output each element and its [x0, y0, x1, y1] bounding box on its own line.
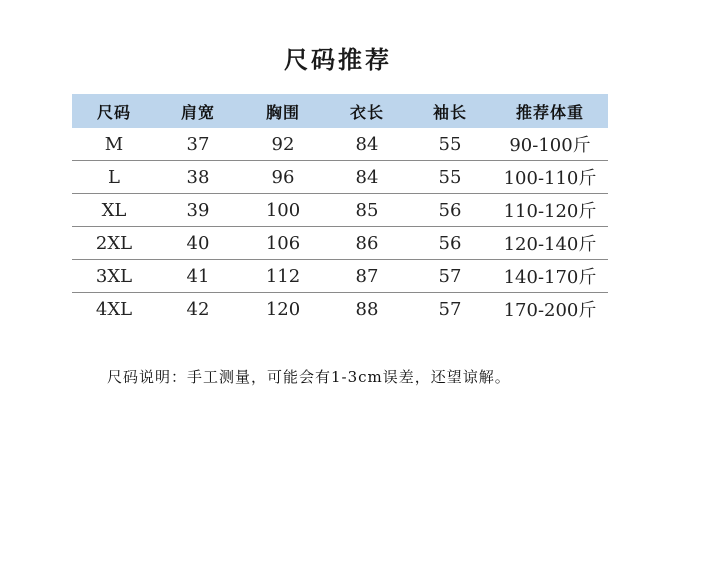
cell-sleeve-length: 56	[408, 227, 492, 260]
cell-chest: 96	[240, 161, 326, 194]
cell-size: 2XL	[72, 227, 156, 260]
cell-length: 84	[326, 161, 408, 194]
cell-shoulder-width: 38	[156, 161, 240, 194]
table-row	[72, 161, 608, 194]
table-row	[72, 194, 608, 227]
cell-sleeve-length: 57	[408, 293, 492, 326]
header-shoulder-width: 肩宽	[156, 94, 240, 128]
cell-shoulder-width: 37	[186, 133, 210, 155]
header-recommended-weight: 推荐体重	[492, 94, 608, 128]
cell-shoulder-width: 41	[156, 260, 240, 293]
cell-chest: 92	[271, 133, 295, 155]
cell-chest: 106	[240, 227, 326, 260]
cell-shoulder-width: 39	[156, 194, 240, 227]
header-sleeve-length: 袖长	[408, 94, 492, 128]
cell-sleeve-length: 57	[408, 260, 492, 293]
cell-recommended-weight: 100-110斤	[492, 161, 608, 194]
cell-sleeve-length: 56	[408, 194, 492, 227]
cell-size: 3XL	[72, 260, 156, 293]
table-row	[72, 293, 608, 326]
cell-size: L	[72, 161, 156, 194]
cell-length: 84	[355, 133, 379, 155]
cell-shoulder-width: 42	[156, 293, 240, 326]
table-row	[72, 128, 608, 161]
size-chart-table	[72, 94, 608, 325]
cell-size: XL	[72, 194, 156, 227]
cell-length: 85	[326, 194, 408, 227]
cell-chest: 100	[240, 194, 326, 227]
cell-recommended-weight: 110-120斤	[492, 194, 608, 227]
cell-recommended-weight: 120-140斤	[492, 227, 608, 260]
cell-size: 4XL	[72, 293, 156, 326]
cell-chest: 112	[240, 260, 326, 293]
cell-recommended-weight: 140-170斤	[492, 260, 608, 293]
table-header-row	[72, 94, 608, 128]
cell-length: 86	[326, 227, 408, 260]
cell-chest: 120	[240, 293, 326, 326]
header-length: 衣长	[326, 94, 408, 128]
size-note: 尺码说明：手工测量，可能会有1-3cm误差，还望谅解。	[107, 368, 511, 386]
table-row	[72, 260, 608, 293]
cell-recommended-weight: 90-100斤	[509, 135, 591, 156]
page-title: 尺码推荐	[284, 45, 392, 74]
cell-sleeve-length: 55	[438, 133, 462, 155]
table-row	[72, 227, 608, 260]
header-chest: 胸围	[240, 94, 326, 128]
cell-shoulder-width: 40	[156, 227, 240, 260]
cell-length: 88	[326, 293, 408, 326]
header-size: 尺码	[72, 94, 156, 128]
cell-sleeve-length: 55	[408, 161, 492, 194]
cell-length: 87	[326, 260, 408, 293]
cell-recommended-weight: 170-200斤	[492, 293, 608, 326]
cell-size: M	[104, 133, 124, 155]
